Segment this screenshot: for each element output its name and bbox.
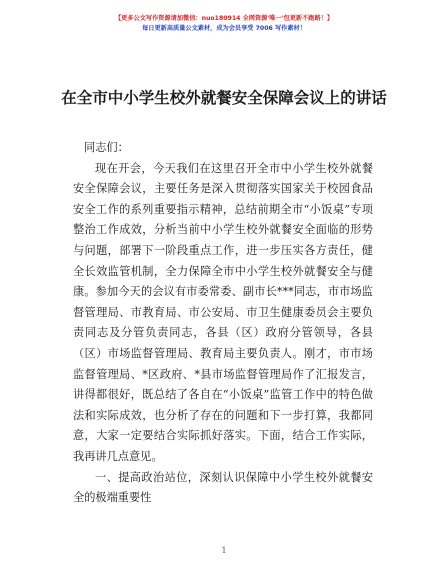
salutation: 同志们： — [84, 141, 129, 154]
document-title: 在全市中小学生校外就餐安全保障会议上的讲话 — [61, 88, 387, 107]
promo-banner-line-2: 每日更新高质量公文素材，成为会员享受 7006 写作素材！ — [142, 25, 306, 32]
promo-banner — [0, 14, 448, 34]
promo-banner-line-1: 【更多公文写作资源请加微信：nuo180914 全网资源'唯一'包更新不跑路！】 — [114, 15, 334, 22]
document-body — [73, 138, 373, 509]
page-number: 1 — [221, 546, 227, 555]
paragraph-opening: 现在开会，今天我们在这里召开全市中小学生校外就餐安全保障会议，主要任务是深入贯彻落实国家关于校园食品安全工作的系列重要指示精神，总结前期全市“小饭桌”专项整治工作成效，分析当前中小学生校外就餐安全面临的形势与问题，部署下一阶段重点工作，进一步压实各方责任，健全长效监管机制，全力保障全市中小学生校外就餐安全与健康。参加今天的会议有市委常委、副市长***同志，市市场监督管理局、市教育局、市公安局、市卫生健康委员会主要负责同志及分管负责同志，各县（区）政府分管领导，各县（区）市场监督管理局、教育局主要负责人。刚才，市市场监督管理局、*区政府、*县市场监督管理局作了汇报发言，讲得都很好，既总结了各自在“小饭桌”监管工作中的特色做法和实际成效，也分析了存在的问题和下一步打算，我都同意，大家一定要结合实际抓好落实。下面，结合工作实际，我再讲几点意见。 — [73, 161, 373, 463]
paragraph-section-heading: 一、提高政治站位，深刻认识保障中小学生校外就餐安全的极端重要性 — [73, 470, 373, 505]
